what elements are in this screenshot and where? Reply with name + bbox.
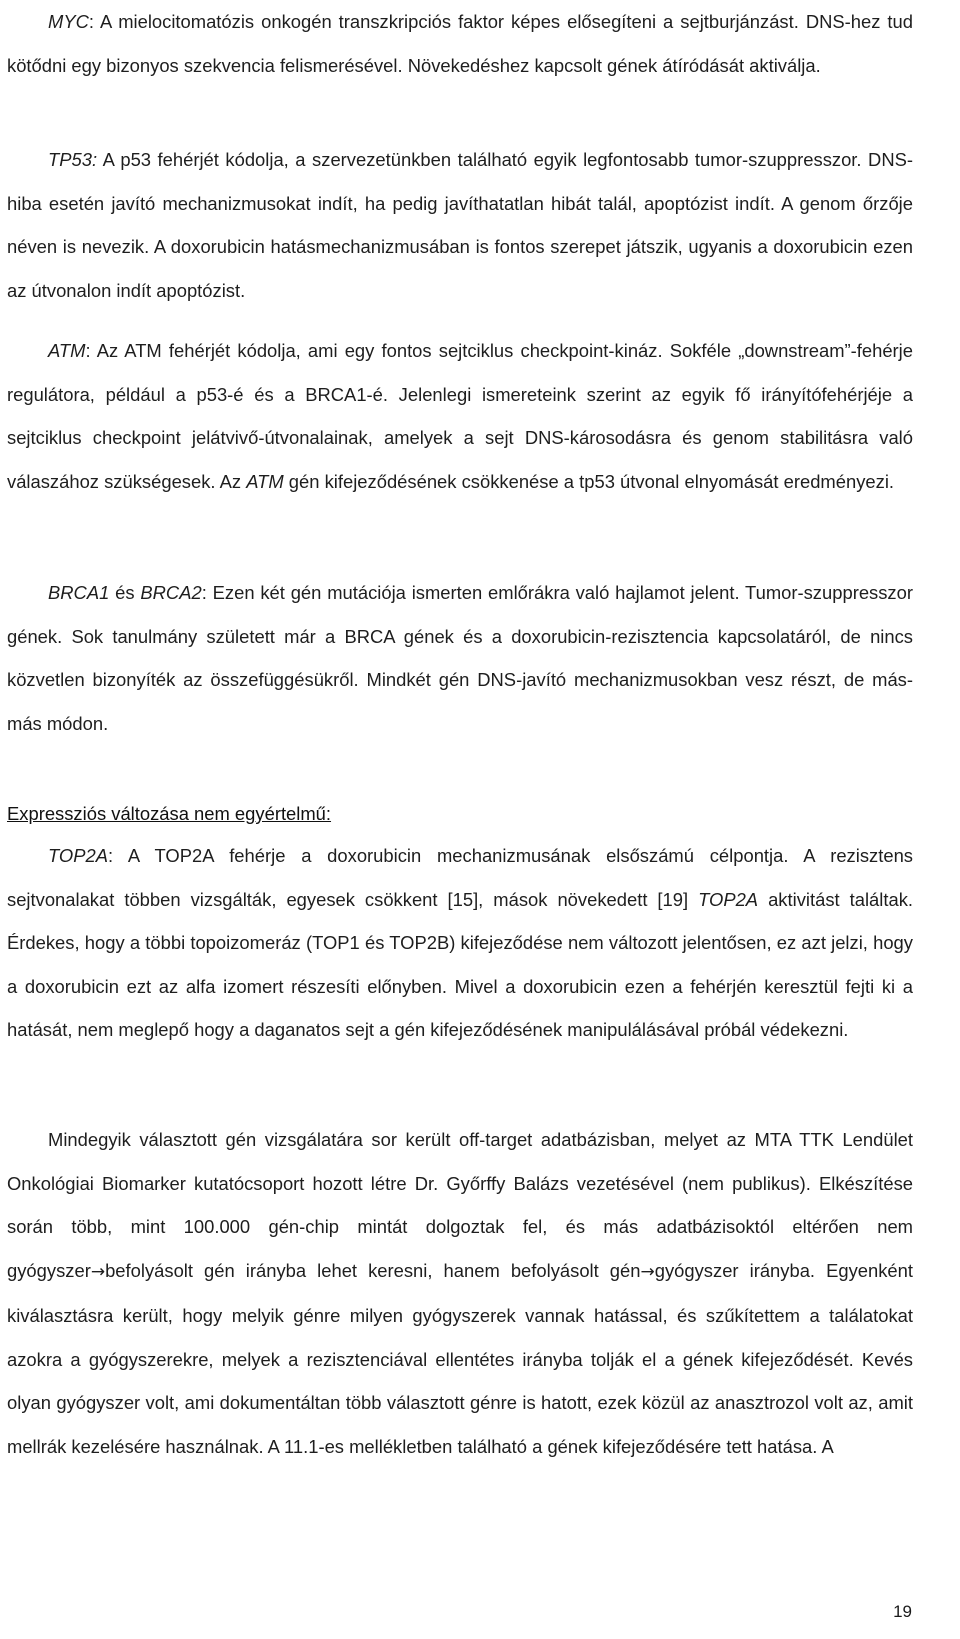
- gene-name: BRCA2: [140, 582, 202, 603]
- paragraph-text: : A mielocitomatózis onkogén transzkripciós faktor képes elősegíteni a sejtburjánzást. DNS-hez tud kötődni egy bizonyos szekvencia felismerésével. Növekedéshez kapcsolt gének átíródását aktiválja.: [7, 11, 913, 76]
- arrow-right-icon: →: [90, 1261, 106, 1282]
- paragraph-text: gyógyszer irányba. Egyenként kiválasztásra került, hogy melyik génre milyen gyógyszerek vannak hatással, és szűkítettem a találatokat azokra a gyógyszerekre, melyek a rezisztenciával ellentétes irányba tolják el a gének kifejeződését. Kevés olyan gyógyszer volt, ami dokumentáltan több választott génre is hatott, ezek közül az anasztrozol volt az, amit mellrák kezelésére használnak. A 11.1-es mellékletben található a gének kifejeződésére tett hatása. A: [7, 1259, 913, 1457]
- paragraph-text: : Az ATM fehérjét kódolja, ami egy fontos sejtciklus checkpoint-kináz. Sokféle „downstream”-fehérje regulátora, például a p53-é és a BRCA1-é. Jelenlegi ismereteink szerint az egyik fő irányítófehérjéje a sejtciklus checkpoint jelátvivő-útvonalainak, amelyek a sejt DNS-károsodásra és genom stabilitásra való válaszához szükségesek. Az: [7, 340, 913, 492]
- gene-name: MYC: [48, 11, 89, 32]
- gene-name: TOP2A: [698, 888, 759, 910]
- paragraph-text: : A TOP2A fehérje a doxorubicin mechanizmusának elsőszámú célpontja. A rezisztens sejtvonalakat többen vizsgálták, egyesek csökkent [15], mások növekedett [19]: [7, 845, 913, 910]
- paragraph-brca: [7, 571, 913, 745]
- gene-name: ATM: [246, 470, 284, 492]
- section-heading: Expressziós változása nem egyértelmű:: [7, 803, 332, 824]
- paragraph-text: aktivitást találtak. Érdekes, hogy a többi topoizomeráz (TOP1 és TOP2B) kifejeződése nem változott jelentősen, ez azt jelzi, hogy a doxorubicin ezt az alfa izomert részesíti előnyben. Mivel a doxorubicin ezen a fehérjén keresztül fejti ki a hatását, nem meglepő hogy a daganatos sejt a gén kifejeződésének manipulálásával próbál védekezni.: [7, 888, 913, 1040]
- paragraph-offtarget: [7, 1118, 913, 1468]
- arrow-right-icon: →: [640, 1261, 655, 1282]
- gene-name: TOP2A: [48, 845, 108, 866]
- paragraph-text: befolyásolt gén irányba lehet keresni, hanem befolyásolt gén: [105, 1259, 641, 1281]
- paragraph-top2a: [7, 834, 913, 1052]
- paragraph-text: Mindegyik választott gén vizsgálatára sor került off-target adatbázisban, melyet az MTA TTK Lendület Onkológiai Biomarker kutatócsoport hozott létre Dr. Győrffy Balázs vezetésével (nem publikus). Elkészítése során több, mint 100.000 gén-chip mintát dolgoztak fel, és más adatbázisoktól eltérően nem gyógyszer: [7, 1129, 913, 1281]
- paragraph-text: A p53 fehérjét kódolja, a szervezetünkben található egyik legfontosabb tumor-szuppresszor. DNS-hiba esetén javító mechanizmusokat indít, ha pedig javíthatatlan hibát talál, apoptózist indít. A genom őrzője néven is nevezik. A doxorubicin hatásmechanizmusában is fontos szerepet játszik, ugyanis a doxorubicin ezen az útvonalon indít apoptózist.: [7, 149, 913, 301]
- gene-name: ATM: [48, 340, 86, 361]
- paragraph-text: és: [109, 582, 141, 603]
- paragraph-text: gén kifejeződésének csökkenése a tp53 útvonal elnyomását eredményezi.: [283, 470, 895, 492]
- gene-name: BRCA1: [48, 582, 110, 603]
- page-number: 19: [893, 1602, 912, 1621]
- paragraph-atm: [7, 329, 913, 503]
- paragraph-tp53: [7, 138, 913, 312]
- gene-name: TP53:: [48, 149, 98, 170]
- paragraph-text: : Ezen két gén mutációja ismerten emlőrákra való hajlamot jelent. Tumor-szuppresszor gének. Sok tanulmány született már a BRCA gének és a doxorubicin-rezisztencia kapcsolatáról, de nincs közvetlen bizonyíték az összefüggésükről. Mindkét gén DNS-javító mechanizmusokban vesz részt, de más-más módon.: [7, 582, 913, 734]
- paragraph-myc: [7, 0, 913, 87]
